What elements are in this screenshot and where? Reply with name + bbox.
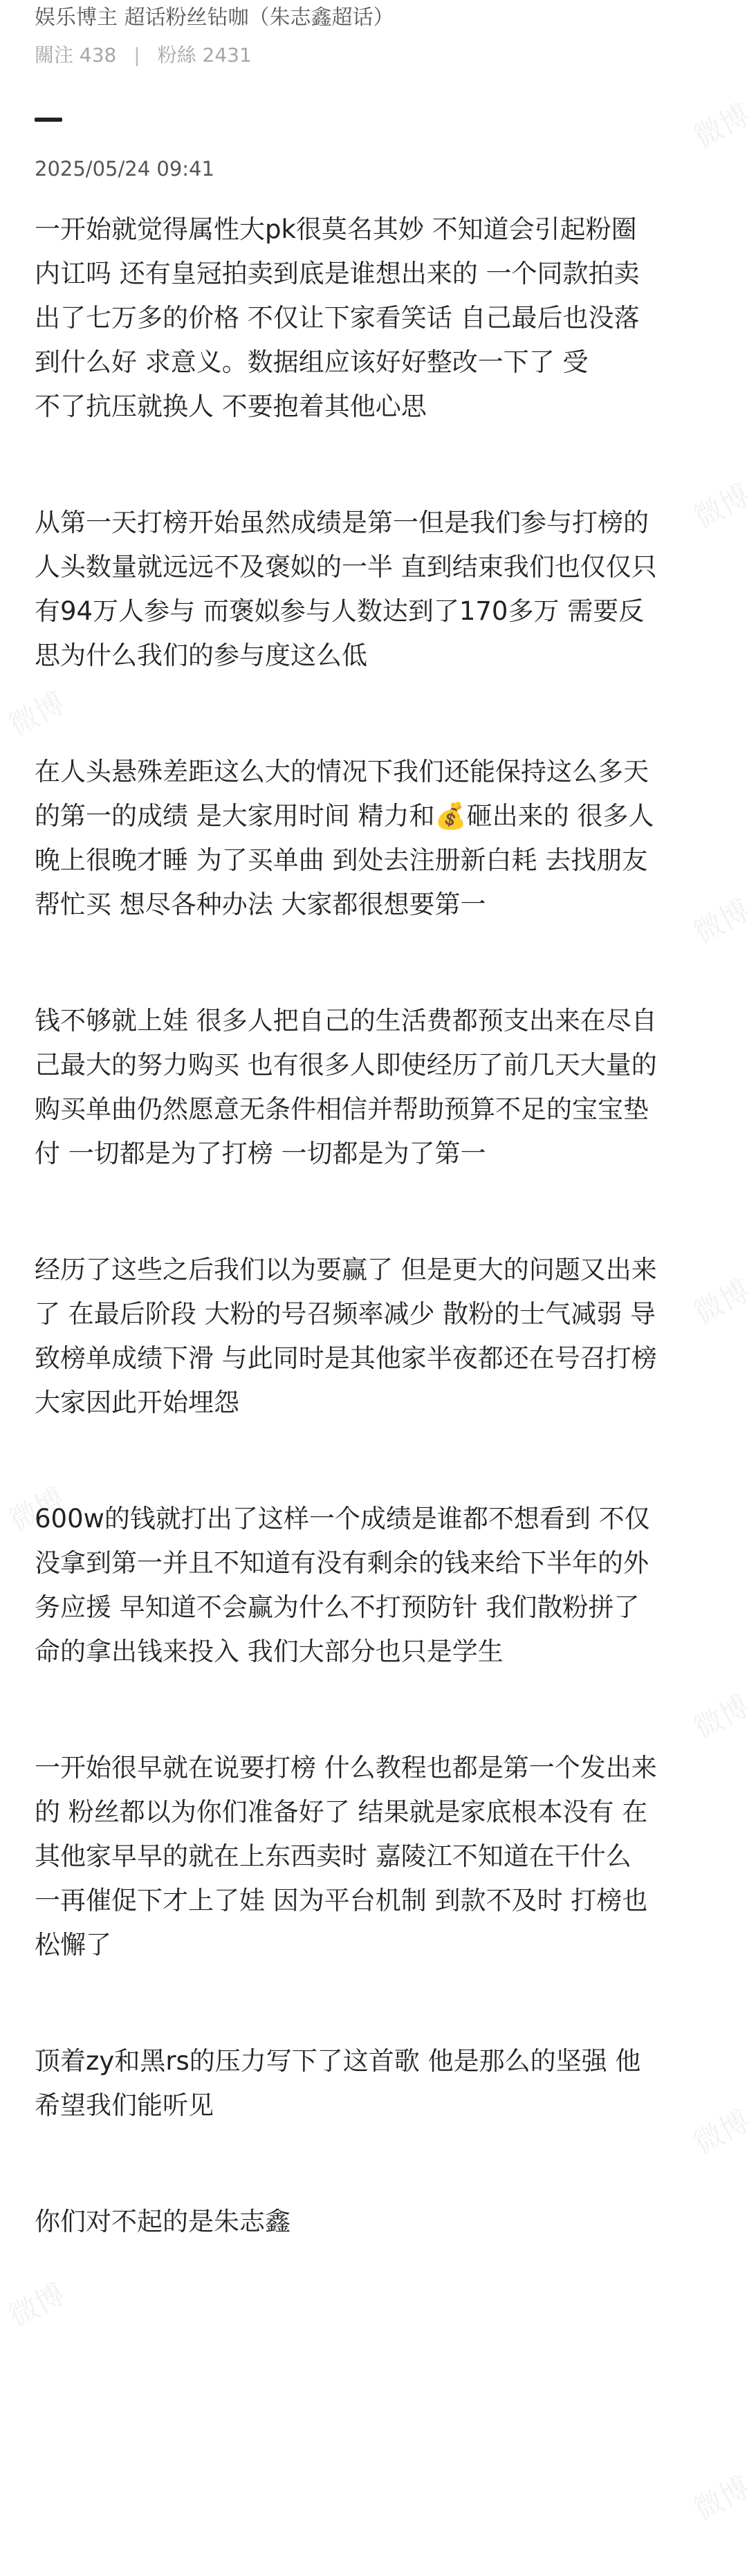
watermark: 微博	[688, 97, 755, 155]
post-paragraph: 从第一天打榜开始虽然成绩是第一但是我们参与打榜的 人头数量就远远不及褒姒的一半 直到结束我们也仅仅只 有94万人参与 而褒姒参与人数达到了170多万 需要反 思为什么我们的参与度这么低	[35, 508, 657, 670]
post-header	[35, 4, 719, 68]
post-paragraph: 600w的钱就打出了这样一个成绩是谁都不想看到 不仅 没拿到第一并且不知道有没有剩余的钱来给下半年的外 务应援 早知道不会赢为什么不打预防针 我们散粉拼了 命的拿出钱来投入 我们大部分也只是学生	[35, 1504, 650, 1666]
following-count[interactable]: 438	[79, 44, 117, 66]
post-date: 2025/05/24 09:41	[35, 157, 214, 181]
watermark: 微博	[688, 1273, 755, 1331]
post-body	[35, 208, 719, 2244]
follow-stats	[35, 43, 719, 68]
author-info[interactable]: 娱乐博主 超话粉丝钻咖（朱志鑫超话）	[35, 6, 394, 30]
watermark: 微博	[688, 892, 755, 950]
title-divider	[35, 118, 62, 122]
stats-separator: |	[133, 44, 140, 66]
fans-count[interactable]: 2431	[202, 44, 252, 66]
following-label[interactable]: 關注	[35, 44, 74, 66]
watermark: 微博	[688, 2103, 755, 2161]
post-paragraph: 经历了这些之后我们以为要赢了 但是更大的问题又出来 了 在最后阶段 大粉的号召频率减少 散粉的士气减弱 导 致榜单成绩下滑 与此同时是其他家半夜都还在号召打榜 大家因此开始埋怨	[35, 1255, 657, 1417]
watermark: 微博	[688, 1688, 755, 1746]
watermark: 微博	[3, 2276, 71, 2334]
post-paragraph: 顶着zy和黑rs的压力写下了这首歌 他是那么的坚强 他 希望我们能听见	[35, 2046, 641, 2120]
watermark: 微博	[688, 477, 755, 535]
post-paragraph: 钱不够就上娃 很多人把自己的生活费都预支出来在尽自 己最大的努力购买 也有很多人即使经历了前几天大量的 购买单曲仍然愿意无条件相信并帮助预算不足的宝宝垫 付 一切都是为了打榜 一切都是为了第一	[35, 1006, 657, 1168]
watermark: 微博	[3, 685, 71, 743]
post-paragraph: 一开始就觉得属性大pk很莫名其妙 不知道会引起粉圈 内讧吗 还有皇冠拍卖到底是谁想出来的 一个同款拍卖 出了七万多的价格 不仅让下家看笑话 自己最后也没落 到什么好 求意义。数据组应该好好整改一下了 受 不了抗压就换人 不要抱着其他心思	[35, 214, 640, 421]
post-paragraph: 在人头悬殊差距这么大的情况下我们还能保持这么多天 的第一的成绩 是大家用时间 精力和💰砸出来的 很多人 晚上很晚才睡 为了买单曲 到处去注册新白耗 去找朋友 帮忙买 想尽各种办法 大家都很想要第一	[35, 757, 654, 919]
fans-label[interactable]: 粉絲	[157, 44, 196, 66]
post-paragraph: 一开始很早就在说要打榜 什么教程也都是第一个发出来 的 粉丝都以为你们准备好了 结果就是家底根本没有 在 其他家早早的就在上东西卖时 嘉陵江不知道在干什么 一再催促下才上了娃 因为平台机制 到款不及时 打榜也 松懈了	[35, 1753, 657, 1960]
watermark: 微博	[688, 2469, 755, 2528]
post-paragraph: 你们对不起的是朱志鑫	[35, 2207, 291, 2236]
watermark: 微博	[3, 1480, 71, 1538]
